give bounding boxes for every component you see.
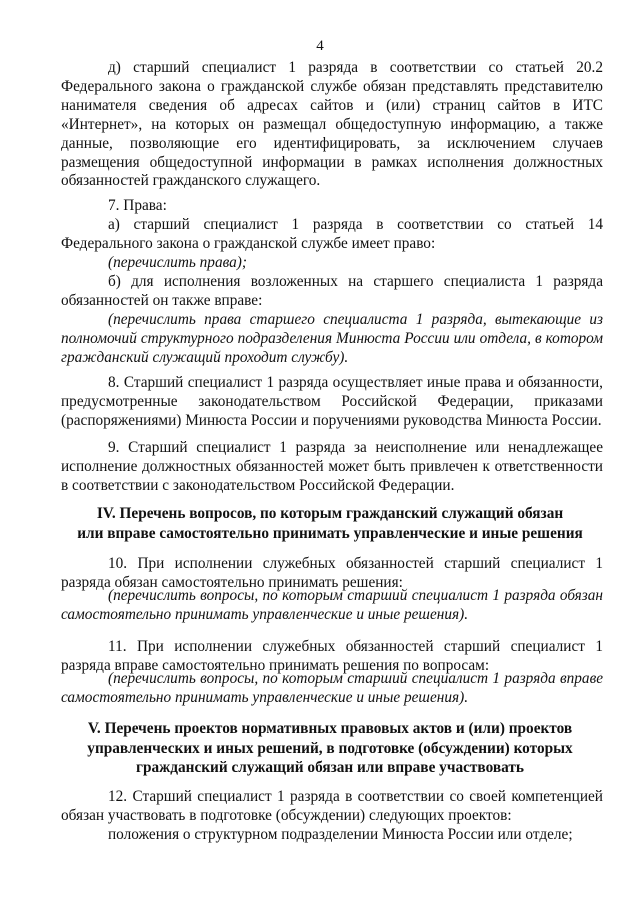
paragraph-7a-note: (перечислить права); — [108, 254, 247, 271]
paragraph-7-title: 7. Права: — [108, 197, 167, 214]
paragraph-9: 9. Старший специалист 1 разряда за неисполнение или ненадлежащее исполнение должностных обязанностей может быть привлечен к ответственности в соответствии с законодательством Российской Федерации. — [61, 439, 603, 494]
section-iv-heading-line1: IV. Перечень вопросов, по которым гражданский служащий обязан — [96, 505, 564, 522]
section-iv-heading-line2: или вправе самостоятельно принимать управленческие и иные решения — [77, 524, 583, 542]
paragraph-7b-note: (перечислить права старшего специалиста 1 разряда, вытекающие из полномочий структурного подразделения Минюста России или отдела, в котором гражданский служащий проходит службу). — [61, 311, 603, 366]
paragraph-6d: д) старший специалист 1 разряда в соответствии со статьей 20.2 Федерального закона о гражданской службе обязан представлять представителю нанимателя сведения об адресах сайтов и (или) страниц сайтов в ИТС «Интернет», на которых он размещал общедоступную информацию, а также данные, позволяющие его идентифицировать, за исключением случаев размещения общедоступной информации в рамках исполнения должностных обязанностей гражданского служащего. — [61, 59, 603, 190]
paragraph-7a: а) старший специалист 1 разряда в соответствии со статьей 14 Федерального закона о гражданской службе имеет право: — [61, 216, 603, 252]
paragraph-7b: б) для исполнения возложенных на старшего специалиста 1 разряда обязанностей он также вправе: — [61, 273, 603, 309]
paragraph-11-note: (перечислить вопросы, по которым старший специалист 1 разряда вправе самостоятельно принимать управленческие и иные решения). — [61, 670, 603, 706]
section-iv-heading — [50, 504, 610, 543]
paragraph-10-note: (перечислить вопросы, по которым старший специалист 1 разряда обязан самостоятельно принимать управленческие и иные решения). — [61, 587, 603, 623]
paragraph-10: 10. При исполнении служебных обязанностей старший специалист 1 разряда обязан самостоятельно принимать решения: — [61, 555, 603, 591]
paragraph-11: 11. При исполнении служебных обязанностей старший специалист 1 разряда вправе самостоятельно принимать решения по вопросам: — [61, 638, 603, 674]
section-v-heading-line3: гражданский служащий обязан или вправе участвовать — [136, 759, 524, 776]
section-v-heading-line2: управленческих и иных решений, в подготовке (обсуждении) которых — [87, 739, 573, 757]
section-v-heading-line1: V. Перечень проектов нормативных правовых актов и (или) проектов — [87, 720, 573, 737]
paragraph-12-item: положения о структурном подразделении Минюста России или отделе; — [108, 826, 573, 843]
paragraph-8: 8. Старший специалист 1 разряда осуществляет иные права и обязанности, предусмотренные законодательством Российской Федерации, приказами (распоряжениями) Минюста России и поручениями руководства Минюста России. — [61, 374, 603, 429]
page-number: 4 — [316, 38, 324, 54]
section-v-heading — [50, 719, 610, 778]
paragraph-12: 12. Старший специалист 1 разряда в соответствии со своей компетенцией обязан участвовать в подготовке (обсуждении) следующих проектов: — [61, 788, 603, 824]
